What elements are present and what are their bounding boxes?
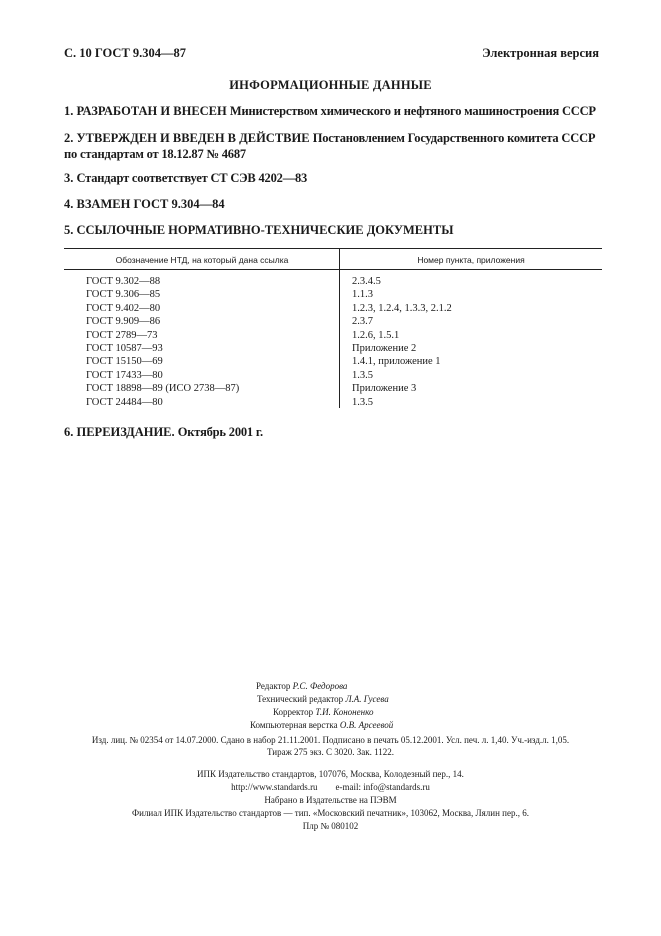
credit-role: Компьютерная верстка [250, 720, 338, 730]
publisher-contacts: http://www.standards.ru e-mail: info@standards.ru [231, 782, 430, 792]
cell-clause: Приложение 3 [352, 383, 417, 395]
item-lead: ВЗАМЕН ГОСТ 9.304—84 [76, 197, 225, 211]
cell-clause: 1.4.1, приложение 1 [352, 356, 441, 368]
credit-name: Т.И. Кононенко [315, 707, 374, 717]
cell-document: ГОСТ 24484—80 [86, 396, 163, 408]
table-row [64, 342, 602, 355]
item-lead: ПЕРЕИЗДАНИЕ. [76, 425, 175, 439]
page-header-left: С. 10 ГОСТ 9.304—87 [64, 46, 187, 60]
table-row [64, 302, 602, 315]
info-item-1 [64, 103, 604, 119]
item-number: 6. [64, 425, 74, 439]
page-header-right: Электронная версия [482, 46, 599, 60]
item-number: 3. [64, 171, 74, 185]
table-row [64, 382, 602, 395]
cell-document: ГОСТ 9.909—86 [86, 316, 161, 328]
credit-role: Корректор [273, 707, 314, 717]
info-item-5 [64, 222, 604, 238]
item-lead: УТВЕРЖДЕН И ВВЕДЕН В ДЕЙСТВИЕ [76, 131, 310, 145]
credit-role: Технический редактор [257, 694, 344, 704]
credit-name: Л.А. Гусева [345, 694, 389, 704]
item-number: 1. [64, 104, 74, 118]
credit-name: Р.С. Федорова [292, 681, 348, 691]
table-row [64, 369, 602, 382]
cell-document: ГОСТ 9.402—80 [86, 302, 161, 314]
table-header-document: Обозначение НТД, на который дана ссылка [115, 255, 289, 265]
table-row [64, 396, 602, 409]
credit-proofreader [273, 706, 393, 719]
item-text: Стандарт соответствует СТ СЭВ 4202—83 [76, 171, 308, 185]
credit-editor [256, 680, 393, 693]
credit-name: О.В. Арсеевой [339, 720, 394, 730]
publisher-address: ИПК Издательство стандартов, 107076, Москва, Колодезный пер., 14. [197, 769, 464, 779]
table-top-rule [64, 248, 602, 249]
cell-clause: 1.2.6, 1.5.1 [352, 329, 400, 341]
cell-clause: 1.2.3, 1.2.4, 1.3.3, 2.1.2 [352, 302, 452, 314]
item-lead: РАЗРАБОТАН И ВНЕСЕН [76, 104, 227, 118]
info-item-3 [64, 170, 604, 186]
cell-document: ГОСТ 15150—69 [86, 356, 163, 368]
printing-branch: Филиал ИПК Издательство стандартов — тип. «Московский печатник», 103062, Москва, Лялин пер., 6. [132, 808, 529, 818]
table-row [64, 315, 602, 328]
info-item-4 [64, 196, 604, 212]
cell-clause: 1.3.5 [352, 396, 373, 408]
cell-document: ГОСТ 17433—80 [86, 369, 163, 381]
item-text: Октябрь 2001 г. [177, 425, 263, 439]
item-number: 4. [64, 197, 74, 211]
item-number: 5. [64, 223, 74, 237]
credit-tech-editor [257, 693, 393, 706]
cell-document: ГОСТ 10587—93 [86, 342, 163, 354]
item-lead: ССЫЛОЧНЫЕ НОРМАТИВНО-ТЕХНИЧЕСКИЕ ДОКУМЕНТЫ [76, 223, 454, 237]
table-row [64, 275, 602, 288]
cell-document: ГОСТ 2789—73 [86, 329, 158, 341]
table-row [64, 355, 602, 368]
credits-block [250, 680, 394, 732]
cell-clause: 2.3.7 [352, 316, 373, 328]
credit-layout [250, 719, 393, 732]
table-row [64, 329, 602, 342]
table-header-rule [64, 269, 602, 270]
item-text: Министерством химического и нефтяного машиностроения СССР [229, 104, 596, 118]
item-number: 2. [64, 131, 74, 145]
section-title: ИНФОРМАЦИОННЫЕ ДАННЫЕ [229, 78, 432, 92]
typeset-note: Набрано в Издательстве на ПЭВМ [264, 795, 397, 805]
item-text: Постановлением Государственного комитета СССР по стандартам от 18.12.87 № 4687 [64, 131, 596, 161]
publication-line-1: Изд. лиц. № 02354 от 14.07.2000. Сдано в набор 21.11.2001. Подписано в печать 05.12.2001. Усл. печ. л. 1,40. Уч.-изд.л. 1,05. [91, 735, 570, 745]
cell-clause: Приложение 2 [352, 342, 417, 354]
cell-clause: 1.1.3 [352, 289, 373, 301]
info-item-2 [64, 130, 604, 162]
table-header-clause: Номер пункта, приложения [417, 255, 525, 265]
table-body [64, 275, 602, 409]
cell-clause: 1.3.5 [352, 369, 373, 381]
publication-line-2: Тираж 275 экз. С 3020. Зак. 1122. [266, 747, 395, 757]
cell-document: ГОСТ 18898—89 (ИСО 2738—87) [86, 383, 240, 395]
cell-clause: 2.3.4.5 [352, 276, 381, 287]
license-number: Плр № 080102 [302, 821, 359, 831]
info-item-6 [64, 424, 604, 440]
cell-document: ГОСТ 9.302—88 [86, 276, 161, 287]
credit-role: Редактор [256, 681, 291, 691]
cell-document: ГОСТ 9.306—85 [86, 289, 161, 301]
table-row [64, 288, 602, 301]
